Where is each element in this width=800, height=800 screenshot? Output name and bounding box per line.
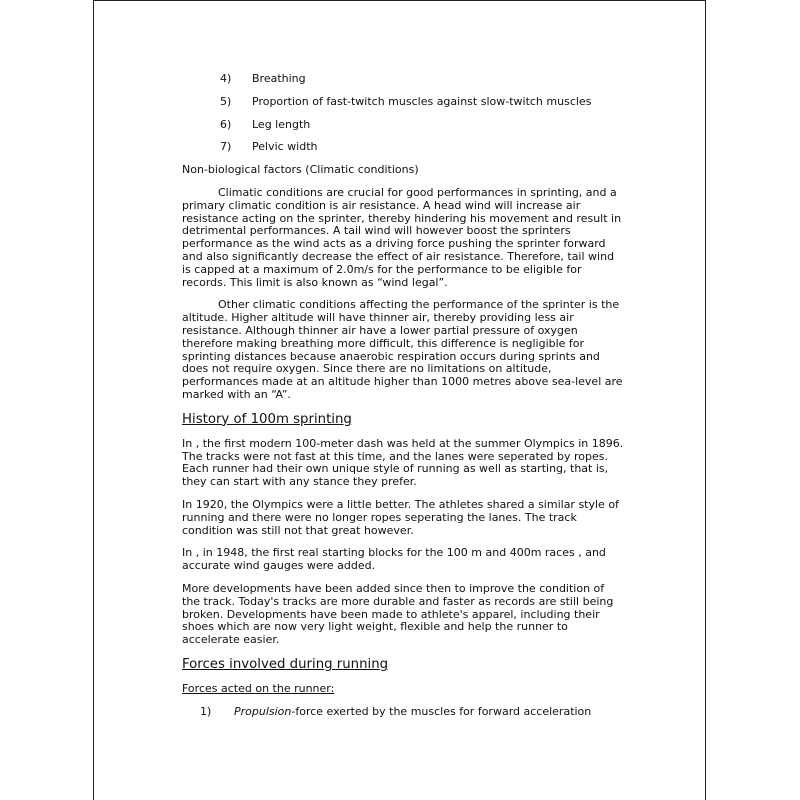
history-heading: History of 100m sprinting — [182, 411, 352, 427]
list-number: 6) — [220, 117, 232, 131]
history-paragraph: In , the first modern 100-meter dash was held at the summer Olympics in 1896. The tracks were not fast at this time, and the lanes were seperated by ropes. Each runner had their own unique style of running as well as starting, that is, they can start with any stance they prefer. — [182, 436, 624, 489]
list-item — [220, 73, 624, 86]
list-item — [220, 119, 624, 132]
list-number: 5) — [220, 94, 232, 108]
list-text: Proportion of fast-twitch muscles against slow-twitch muscles — [252, 94, 592, 108]
climatic-paragraph: Climatic conditions are crucial for good performances in sprinting, and a primary climatic condition is air resistance. A head wind will increase air resistance acting on the sprinter, thereby hindering his movement and result in detrimental performances. A tail wind will however boost the sprinters performance as the wind acts as a driving force pushing the sprinter forward and also significantly decrease the effect of air resistance. Therefore, tail wind is capped at a maximum of 2.0m/s for the performance to be eligible for records. This limit is also known as “wind legal”. — [182, 185, 622, 289]
list-number: 1) — [200, 704, 212, 718]
list-number: 7) — [220, 140, 232, 154]
list-text: Breathing — [252, 72, 306, 85]
page-content — [182, 73, 624, 728]
list-item — [220, 141, 624, 154]
history-paragraph: In 1920, the Olympics were a little better. The athletes shared a similar style of running and there were no longer ropes seperating the lanes. The track condition was still not that great however. — [182, 497, 619, 537]
list-text: Pelvic width — [252, 140, 318, 154]
forces-subheading: Forces acted on the runner: — [182, 681, 335, 695]
document-page — [93, 0, 706, 800]
force-description: -force exerted by the muscles for forward acceleration — [291, 704, 592, 718]
list-text — [234, 706, 591, 719]
list-text: Leg length — [252, 117, 311, 131]
list-item — [220, 96, 624, 109]
list-number: 4) — [220, 72, 232, 85]
force-term: Propulsion — [234, 704, 292, 718]
history-paragraph: In , in 1948, the first real starting blocks for the 100 m and 400m races , and accurate wind gauges were added. — [182, 546, 606, 573]
forces-heading: Forces involved during running — [182, 656, 389, 672]
climatic-paragraph: Other climatic conditions affecting the performance of the sprinter is the altitude. Higher altitude will have thinner air, thereby providing less air resistance. Although thinner air have a lower partial pressure of oxygen therefore making breathing more difficult, this difference is negligible for sprinting distances because anaerobic respiration occurs during sprints and does not require oxygen. Since there are no limitations on altitude, performances made at an altitude higher than 1000 metres above sea-level are marked with an “A”. — [182, 298, 623, 401]
history-paragraph: More developments have been added since then to improve the condition of the track. Today's tracks are more durable and faster as records are still being broken. Developments have been made to athlete's apparel, including their shoes which are now very light weight, flexible and help the runner to accelerate easier. — [182, 581, 614, 647]
non-bio-heading: Non-biological factors (Climatic conditions) — [182, 163, 419, 177]
list-item — [200, 706, 624, 719]
